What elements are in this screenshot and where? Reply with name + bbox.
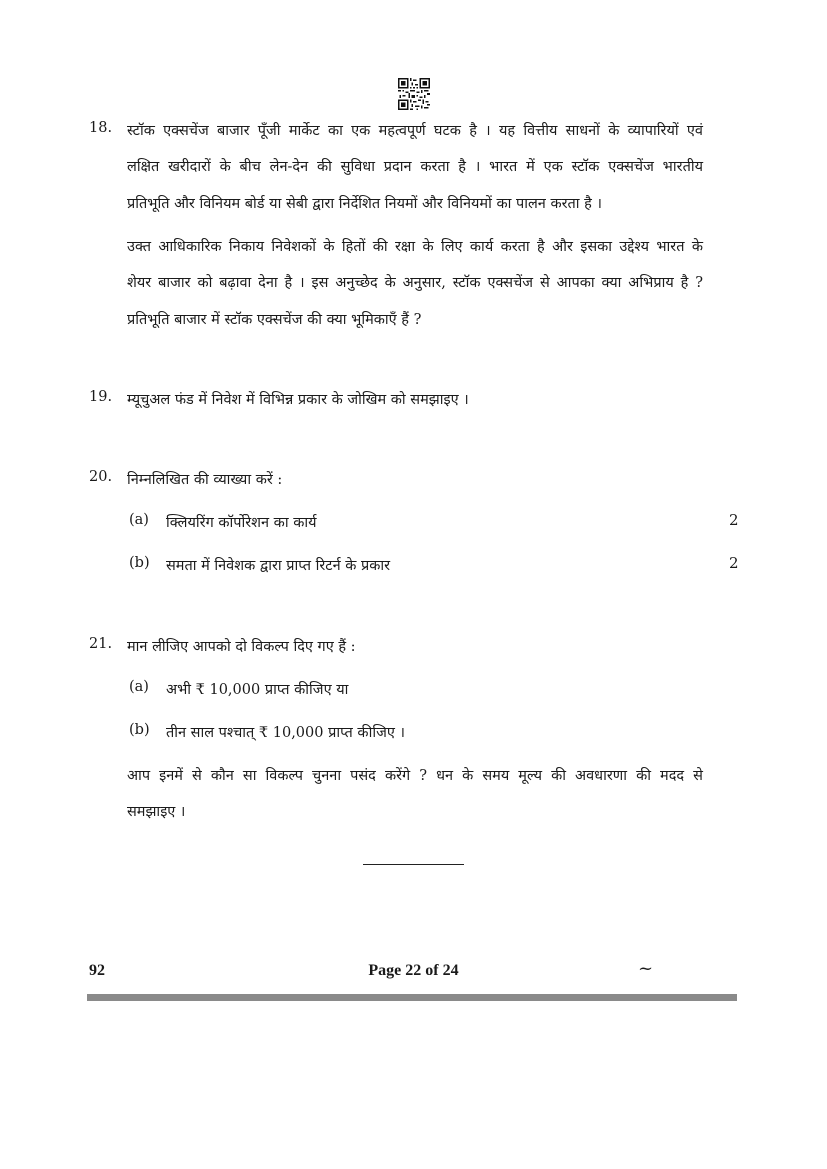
question-18-line: उक्त आधिकारिक निकाय निवेशकों के हितों की रक्षा के लिए कार्य करता है और इसका उद्देश्य भारत के — [127, 239, 703, 255]
question-18-line: प्रतिभूति बाजार में स्टॉक एक्सचेंज की क्या भूमिकाएँ हैं ? — [127, 312, 422, 328]
question-18-line: प्रतिभूति और विनियम बोर्ड या सेबी द्वारा निर्देशित नियमों और विनियमों का पालन करता है । — [127, 196, 602, 212]
question-19-text: म्यूचुअल फंड में निवेश में विभिन्न प्रकार के जोखिम को समझाइए । — [127, 392, 469, 408]
option-text: समता में निवेशक द्वारा प्राप्त रिटर्न के प्रकार — [166, 558, 391, 574]
question-20-number: 20. — [89, 469, 113, 485]
question-18-line: शेयर बाजार को बढ़ावा देना है । इस अनुच्छेद के अनुसार, स्टॉक एक्सचेंज से आपका क्या अभिप्राय है ? — [127, 275, 703, 291]
qr-code-icon — [398, 78, 430, 110]
footer-mark: ~ — [638, 958, 654, 979]
option-label: (b) — [129, 722, 150, 738]
option-label: (a) — [129, 512, 149, 528]
marks-value: 2 — [729, 511, 739, 529]
option-label: (a) — [129, 679, 149, 695]
question-21-number: 21. — [89, 636, 113, 652]
footer-bar — [87, 994, 737, 1001]
option-text: क्लियरिंग कॉर्पोरेशन का कार्य — [166, 515, 317, 531]
page-number: Page 22 of 24 — [368, 962, 459, 979]
question-18-line: स्टॉक एक्सचेंज बाजार पूँजी मार्केट का एक महत्वपूर्ण घटक है । यह वित्तीय साधनों के व्यापारियों एवं — [127, 123, 703, 139]
question-21-text: मान लीजिए आपको दो विकल्प दिए गए हैं : — [127, 639, 356, 655]
question-21-closing: आप इनमें से कौन सा विकल्प चुनना पसंद करेंगे ? धन के समय मूल्य की अवधारणा की मदद से — [127, 768, 703, 784]
end-of-section-rule — [363, 864, 464, 865]
option-text: अभी ₹ 10,000 प्राप्त कीजिए या — [166, 682, 349, 698]
option-text: तीन साल पश्चात् ₹ 10,000 प्राप्त कीजिए । — [166, 725, 405, 741]
question-18-line: लक्षित खरीदारों के बीच लेन-देन की सुविधा प्रदान करता है । भारत में एक स्टॉक एक्सचेंज भारतीय — [127, 159, 703, 175]
option-label: (b) — [129, 555, 150, 571]
question-18-number: 18. — [89, 120, 113, 136]
marks-value: 2 — [729, 554, 739, 572]
paper-code: 92 — [89, 962, 105, 979]
question-19-number: 19. — [89, 389, 113, 405]
question-21-closing: समझाइए । — [127, 804, 186, 820]
question-20-text: निम्नलिखित की व्याख्या करें : — [127, 472, 283, 488]
